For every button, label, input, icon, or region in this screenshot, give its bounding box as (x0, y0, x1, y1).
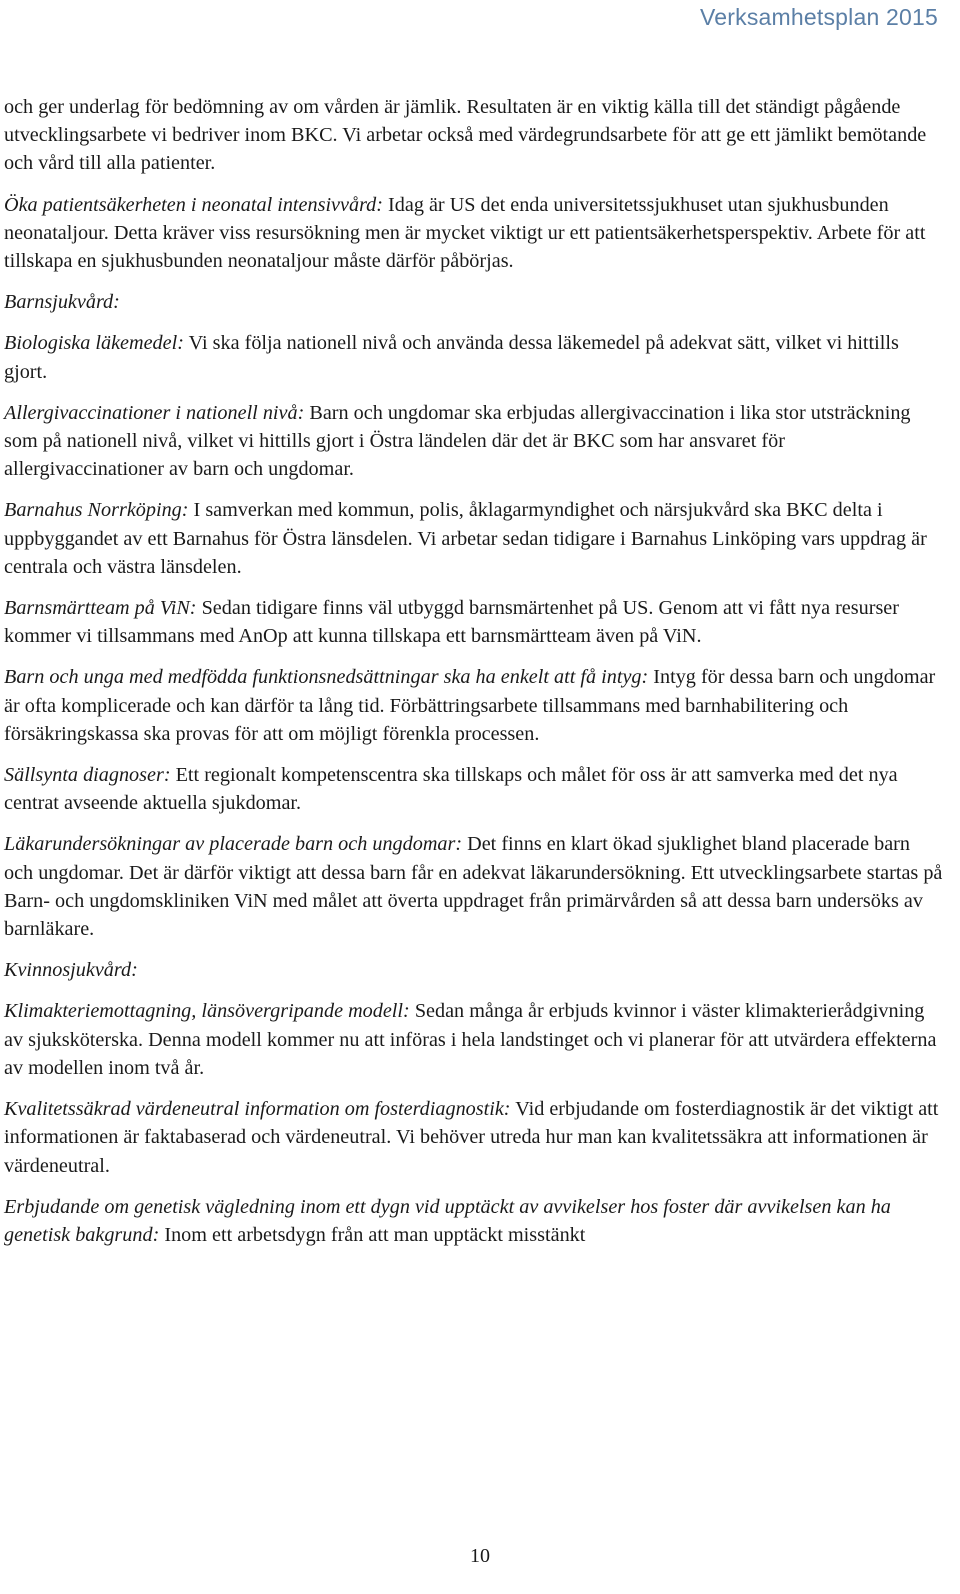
paragraph-lead: Erbjudande om genetisk vägledning inom ett dygn vid upptäckt av avvikelser hos foster där avvikelsen kan ha genetisk bakgrund: (4, 1195, 891, 1246)
paragraph-text: Sedan många år erbjuds kvinnor i väster klimakterierådgivning av sjuksköterska. Denna modell kommer nu att införas i hela landstinget och vi planerar för att utvärdera effekterna av modellen inom två år. (4, 1000, 937, 1079)
section-heading-barnsjukvard: Barnsjukvård: (4, 291, 120, 314)
paragraph-fosterdiagnostik (4, 1095, 944, 1180)
paragraph-lead: Allergivaccinationer i nationell nivå: (4, 401, 305, 424)
paragraph-genetisk-vagledning (4, 1193, 944, 1249)
paragraph-text: Vid erbjudande om fosterdiagnostik är det viktigt att informationen är faktabaserad och värdeneutral. Vi behöver utreda hur man kan kvalitetssäkra att informationen är värdeneutral. (4, 1098, 939, 1177)
paragraph-neonatal (4, 191, 944, 276)
paragraph-intro (4, 93, 944, 178)
paragraph-text: I samverkan med kommun, polis, åklagarmyndighet och närsjukvård ska BKC delta i uppbyggandet av ett Barnahus för Östra länsdelen. Vi arbetar sedan tidigare i Barnahus Linköping vars uppdrag är centrala och västra länsdelen. (4, 499, 927, 578)
paragraph-lakarundersokningar (4, 830, 944, 943)
document-header-title: Verksamhetsplan 2015 (700, 4, 938, 30)
document-body (4, 93, 944, 1262)
section-heading-kvinnosjukvard: Kvinnosjukvård: (4, 959, 138, 982)
paragraph-text: och ger underlag för bedömning av om vården är jämlik. Resultaten är en viktig källa till det ständigt pågående utvecklingsarbete vi bedriver inom BKC. Vi arbetar också med värdegrundsarbete för att ge ett jämlikt bemötande och vård till alla patienter. (4, 96, 927, 175)
paragraph-text: Barn och ungdomar ska erbjudas allergivaccination i lika stor utsträckning som på nationell nivå, vilket vi hittills gjort i Östra ländelen där det är BKC som har ansvaret för allergivaccinationer av barn och ungdomar. (4, 401, 911, 481)
paragraph-lead: Öka patientsäkerheten i neonatal intensivvård: (4, 193, 383, 216)
paragraph-lead: Biologiska läkemedel: (4, 332, 184, 355)
paragraph-text: Intyg för dessa barn och ungdomar är ofta komplicerade och kan därför ta lång tid. Förbättringsarbete tillsammans med barnhabilitering och försäkringskassa ska provas för att om möjligt förenkla processen. (4, 666, 936, 745)
paragraph-allergivaccinationer (4, 399, 944, 484)
paragraph-lead: Barn och unga med medfödda funktionsnedsättningar ska ha enkelt att få intyg: (4, 666, 649, 689)
paragraph-text: Vi ska följa nationell nivå och använda dessa läkemedel på adekvat sätt, vilket vi hittills gjort. (4, 332, 899, 383)
paragraph-sallsynta (4, 761, 944, 817)
paragraph-barnsmartteam (4, 594, 944, 650)
paragraph-lead: Barnsmärtteam på ViN: (4, 597, 197, 620)
paragraph-text: Det finns en klart ökad sjuklighet bland placerade barn och ungdomar. Det är därför viktigt att dessa barn får en adekvat läkarundersökning. Ett utvecklingsarbete startas på Barn- och ungdomskliniken ViN med målet att överta uppdraget från primärvården så att dessa barn undersöks av barnläkare. (4, 833, 943, 941)
paragraph-lead: Barnahus Norrköping: (4, 499, 189, 522)
paragraph-lead: Klimakteriemottagning, länsövergripande modell: (4, 1000, 410, 1023)
paragraph-intyg (4, 663, 944, 748)
paragraph-text: Sedan tidigare finns väl utbyggd barnsmärtenhet på US. Genom att vi fått nya resurser kommer vi tillsammans med AnOp att kunna tillskapa ett barnsmärtteam även på ViN. (4, 597, 899, 648)
paragraph-barnahus (4, 496, 944, 581)
paragraph-text: Idag är US det enda universitetssjukhuset utan sjukhusbunden neonataljour. Detta kräver viss resursökning men är mycket viktigt ur ett patientsäkerhetsperspektiv. Arbete för att tillskapa en sjukhusbunden neonataljour måste därför påbörjas. (4, 193, 926, 273)
paragraph-lead: Läkarundersökningar av placerade barn och ungdomar: (4, 833, 463, 856)
paragraph-text: Ett regionalt kompetenscentra ska tillskaps och målet för oss är att samverka med det nya centrat avseende aktuella sjukdomar. (4, 764, 898, 815)
paragraph-text: Inom ett arbetsdygn från att man upptäckt misstänkt (159, 1223, 586, 1246)
paragraph-klimakterie (4, 997, 944, 1082)
page-number: 10 (470, 1545, 490, 1567)
paragraph-biologiska (4, 329, 944, 385)
paragraph-lead: Sällsynta diagnoser: (4, 764, 171, 787)
paragraph-lead: Kvalitetssäkrad värdeneutral information om fosterdiagnostik: (4, 1098, 511, 1121)
